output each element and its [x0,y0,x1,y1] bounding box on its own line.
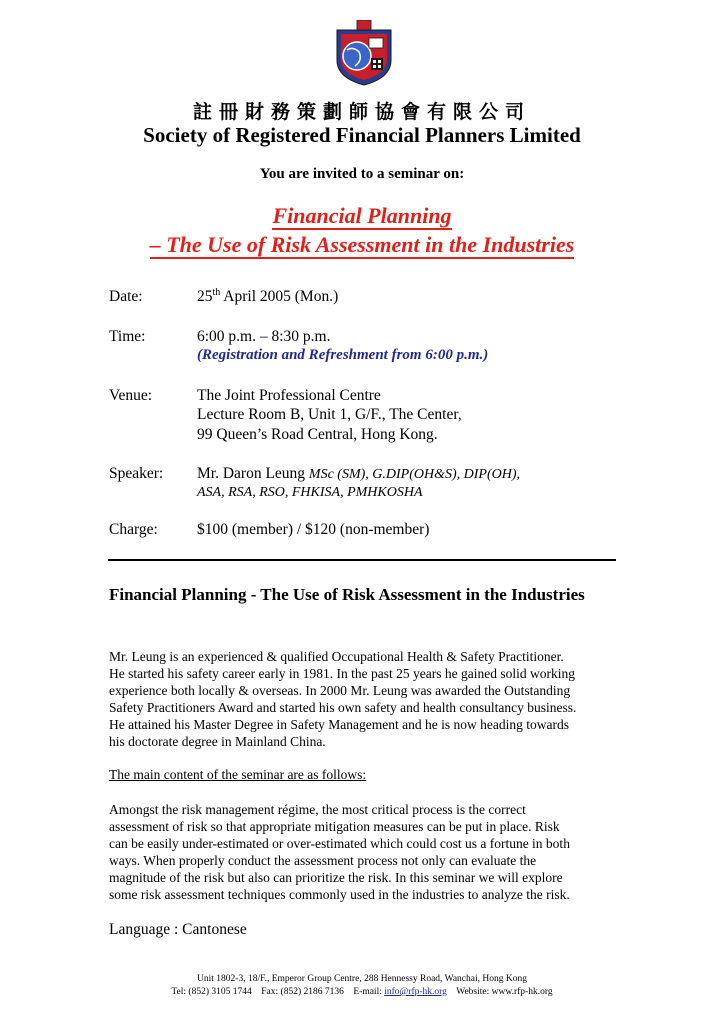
seminar-title-line2: – The Use of Risk Assessment in the Industries [149,232,575,257]
org-name-chinese: 註冊財務策劃師協會有限公司 [192,101,531,123]
section-divider [108,559,616,561]
venue-label: Venue: [109,387,153,404]
speaker-label: Speaker: [109,465,164,482]
bio-line: experience both locally & overseas. In 2000 Mr. Leung was awarded the Outstanding [109,683,571,698]
date-value: 25th April 2005 (Mon.) [197,286,339,305]
language-note: Language : Cantonese [109,921,247,938]
venue-line-1: The Joint Professional Centre [197,387,381,404]
speaker-qualifications-2: ASA, RSA, RSO, FHKISA, PMHKOSHA [197,485,423,500]
content-line: Amongst the risk management régime, the most critical process is the correct [109,802,526,817]
bio-line: Mr. Leung is an experienced & qualified Occupational Health & Safety Practitioner. [109,649,564,664]
time-label: Time: [109,328,146,345]
footer-email-link[interactable]: info@rfp-hk.org [384,987,447,997]
invitation-line: You are invited to a seminar on: [259,166,465,182]
charge-value: $100 (member) / $120 (non-member) [197,521,430,538]
time-value: 6:00 p.m. – 8:30 p.m. [197,328,331,345]
bio-line: Safety Practitioners Award and started his own safety and health consultancy business. [109,700,577,715]
content-line: magnitude of the risk but also can prioritize the risk. In this seminar we will explore [109,870,563,885]
charge-label: Charge: [109,521,158,538]
bio-line: He started his safety career early in 1981. In the past 25 years he gained solid working [109,666,575,681]
content-line: assessment of risk so that appropriate mitigation measures can be put in place. Risk [109,819,560,834]
content-line: some risk assessment techniques commonly used in the industries to analyze the risk. [109,887,570,902]
content-line: ways. When properly conduct the assessment process not only can evaluate the [109,853,537,868]
registration-note: (Registration and Refreshment from 6:00 p.m.) [197,347,489,363]
footer-address: Unit 1802-3, 18/F., Emperor Group Centre, 288 Hennessy Road, Wanchai, Hong Kong [197,974,527,984]
bio-line: his doctorate degree in Mainland China. [109,734,326,749]
speaker-qualifications-1: MSc (SM), G.DIP(OH&S), DIP(OH), [308,467,521,482]
org-name-english: Society of Registered Financial Planners Limited [143,123,581,147]
venue-line-3: 99 Queen’s Road Central, Hong Kong. [197,426,438,443]
content-line: can be easily under-estimated or over-estimated which could cost us a fortune in both [109,836,570,851]
content-heading: The main content of the seminar are as follows: [109,767,367,782]
footer-tel: Tel: (852) 3105 1744 [171,987,252,997]
date-label: Date: [109,288,143,305]
speaker-bio [109,648,617,750]
footer-contact [0,986,724,998]
footer-website: Website: www.rfp-hk.org [456,987,553,997]
footer-email-label: E-mail: [353,987,385,997]
footer-fax: Fax: (852) 2186 7136 [261,987,344,997]
speaker-name: Mr. Daron Leung MSc (SM), G.DIP(OH&S), DIP(OH), [197,465,521,482]
society-logo [333,20,395,86]
section-title: Financial Planning - The Use of Risk Assessment in the Industries [109,585,585,604]
bio-line: He attained his Master Degree in Safety Management and he is now heading towards [109,717,569,732]
venue-line-2: Lecture Room B, Unit 1, G/F., The Center, [197,406,462,423]
seminar-title-line1: Financial Planning [272,203,452,228]
seminar-content [109,801,617,903]
